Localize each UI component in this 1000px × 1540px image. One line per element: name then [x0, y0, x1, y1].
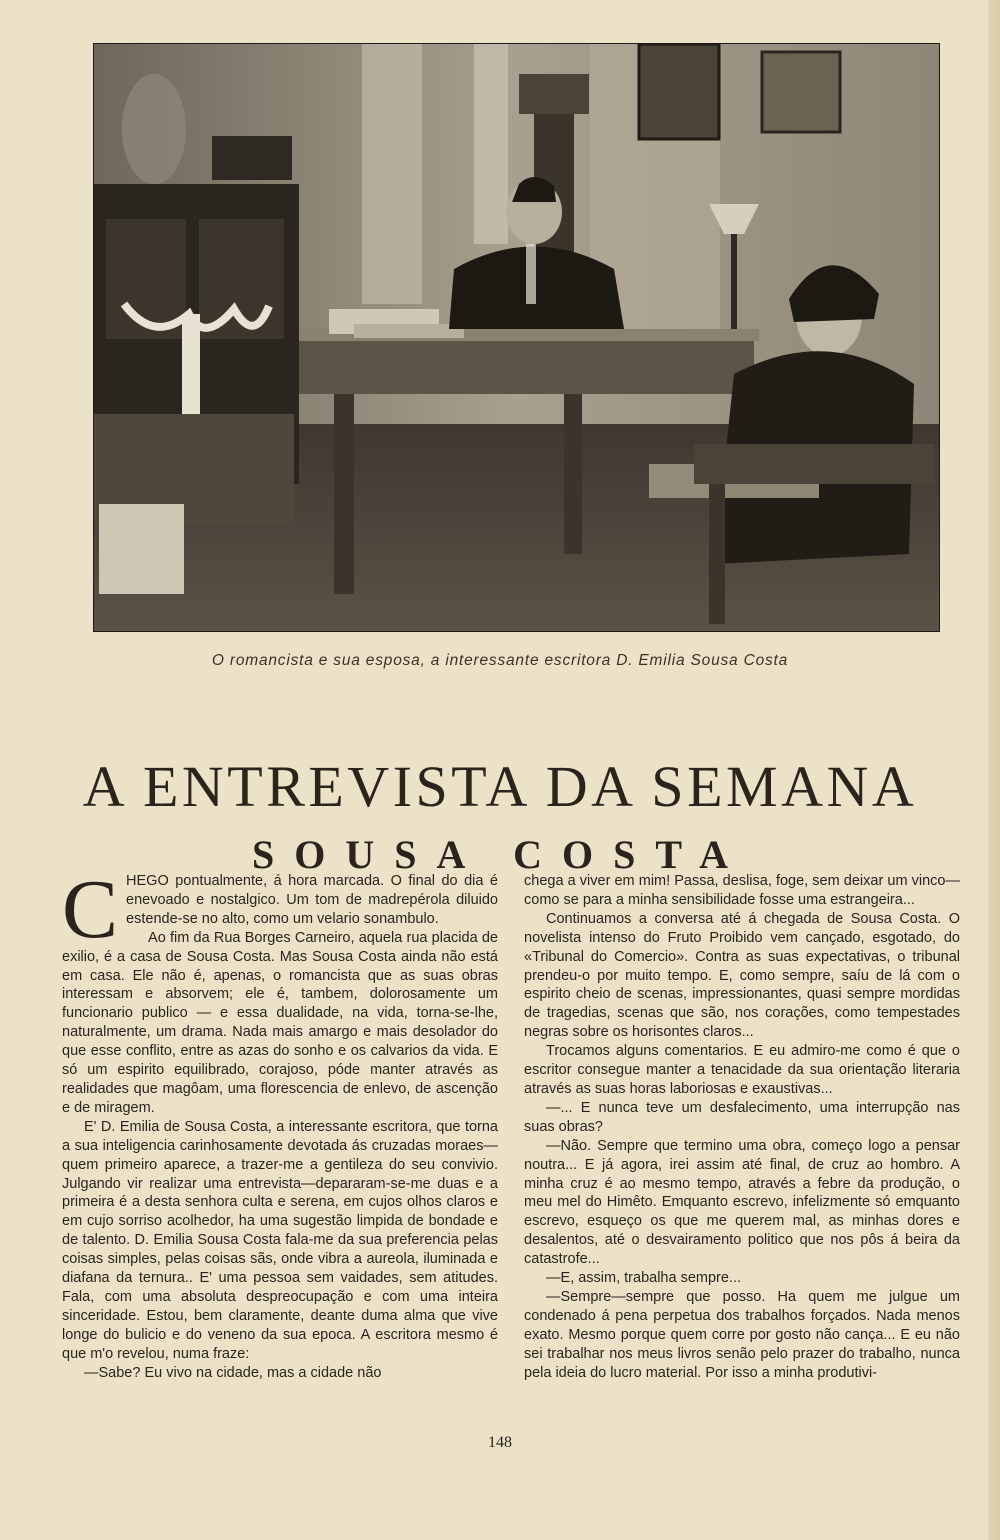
paragraph: —Sempre—sempre que posso. Ha quem me julgue um condenado á pena perpetua dos trabalhos forçados. Nada menos exato. Mesmo porque quem corre por gosto não cança... E eu não sei trabalhar nos meus livros senão pelo prazer do trabalho, nunca pela ideia do lucro material. Por isso a minha produtivi- [524, 1288, 960, 1381]
paragraph: E' D. Emilia de Sousa Costa, a interessante escritora, que torna a sua inteligencia carinhosamente devotada ás cruzadas moraes—quem primeiro aparece, a trazer-me a gentileza do seu convivio. Julgando vir realizar uma entrevista—depararam-se-me duas e a primeira é a desta senhora culta e serena, em cujos olhos claros e em cujo sorriso acolhedor, ha uma sugestão limpida de bondade e de talento. D. Emilia Sousa Costa fala-me da sua preferencia pelas coisas simples, pelas coisas sãs, onde vibra a aureola, iluminada e diafana da ternura.. E' uma pessoa sem vaidades, sem atitudes. Fala, com uma absoluta despreocupação e com uma inteira sinceridade. Estou, bem claramente, deante duma alma que vive longe do bulicio e do veneno da sua epoca. A escritora mesmo é que m'o revelou, numa fraze: [62, 1118, 498, 1362]
text-column-right [524, 872, 960, 1382]
paragraph: —Sabe? Eu vivo na cidade, mas a cidade não [84, 1364, 382, 1381]
photograph [93, 43, 940, 632]
page-number: 148 [488, 1434, 512, 1451]
article-subtitle: SOUSA COSTA [251, 832, 748, 878]
paragraph-continuation: chega a viver em mim! Passa, deslisa, foge, sem deixar um vinco—como se para a minha sensibilidade fosse uma estrangeira... [524, 873, 960, 908]
paragraph: Trocamos alguns comentarios. E eu admiro-me como é que o escritor consegue manter a tenacidade da sua orientação literaria através as suas horas laboriosas e exaustivas... [524, 1043, 960, 1097]
drop-cap: C [62, 863, 119, 956]
photo-caption: O romancista e sua esposa, a interessante escritora D. Emilia Sousa Costa [211, 652, 789, 669]
text-column-left [62, 863, 498, 1382]
paragraph: —... E nunca teve um desfalecimento, uma interrupção nas suas obras? [524, 1099, 960, 1135]
paragraph: —E, assim, trabalha sempre... [546, 1270, 742, 1287]
lead-text: HEGO pontualmente, á hora marcada. O final do dia é enevoado e nostalgico. Um tom de madrepérola diluido estende-se no alto, como um velario sonambulo. [126, 873, 498, 927]
lead-paragraph [62, 863, 498, 956]
paragraph: Ao fim da Rua Borges Carneiro, aquela rua placida de exilio, é a casa de Sousa Costa. Mas Sousa Costa ainda não está em casa. Ele não é, apenas, o romancista que as suas obras interessam e absorvem; ele é, tambem, dolorosamente um funcionario publico — e essa dualidade, na vida, torna-se-lhe, naturalmente, um drama. Nada mais amargo e mais desolador do que esse conflito, entre as azas do sonho e os calvarios da vida. E só um espirito equilibrado, corajoso, póde manter através as realidades que magôam, uma florescencia de enlevo, de ascenção e de miragem. [62, 929, 498, 1116]
article-title: A ENTREVISTA DA SEMANA [82, 753, 918, 819]
paragraph: Continuamos a conversa até á chegada de Sousa Costa. O novelista intenso do Fruto Proibido vem cançado, esgotado, do «Tribunal do Comercio». Contra as suas expectativas, o tribunal prendeu-o por muito tempo. E, como sempre, saíu de lá com o espirito cheio de scenas, impressionantes, quasi sempre mordidas de tragedias, scenas que são, nos corações, como tempestades negras sobre os horisontes claros... [524, 910, 960, 1041]
paragraph: —Não. Sempre que termino uma obra, começo logo a pensar noutra... E já agora, irei assim até final, de cruz ao hombro. A minha cruz é ao mesmo tempo, através a febre da produção, o meu mel do Himêto. Emquanto escrevo, infelizmente só emquanto escrevo, esqueço os que me querem mal, as minhas dores e desalentos, até o desvairamento politico que nos pôs á beira da catastrofe... [524, 1137, 960, 1268]
